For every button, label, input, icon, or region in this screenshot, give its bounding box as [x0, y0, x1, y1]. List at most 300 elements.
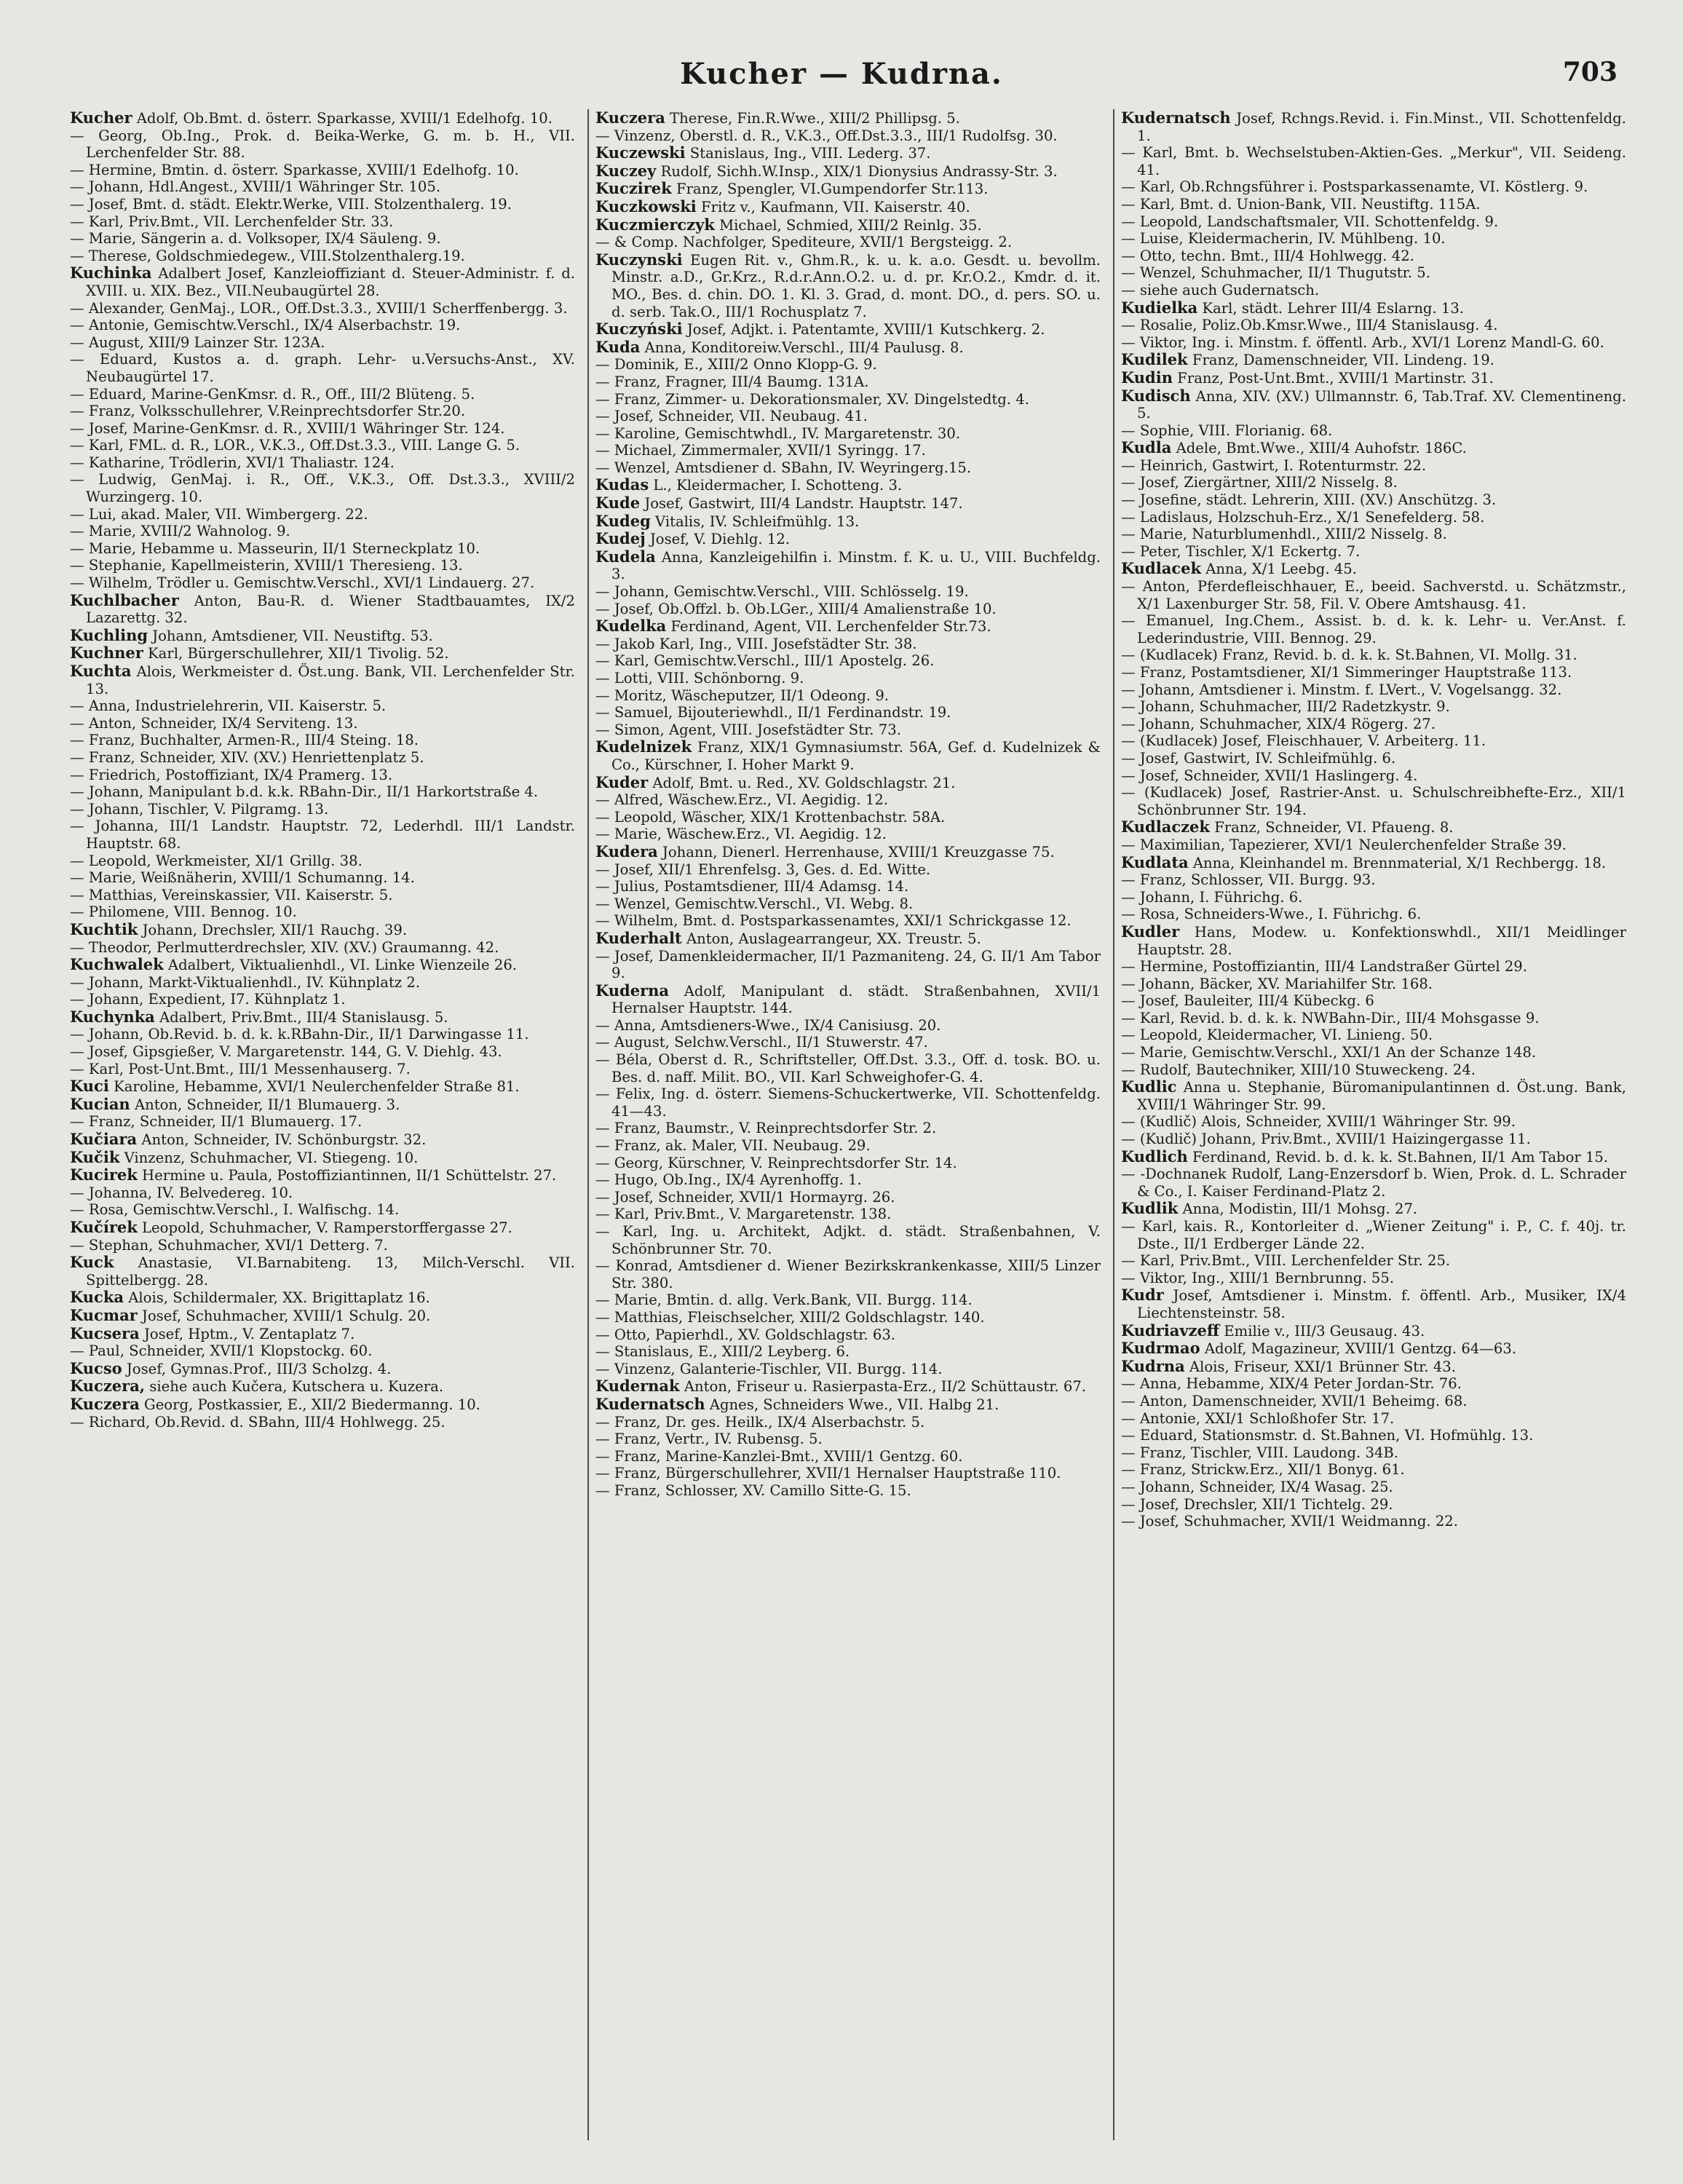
directory-entry	[70, 230, 575, 248]
directory-entry	[595, 1189, 1101, 1206]
entry-details: — Eduard, Marine-GenKmsr. d. R., Off., III/2 Blüteng. 5.	[70, 385, 475, 403]
entry-details: Vinzenz, Schuhmacher, VI. Stiegeng. 10.	[124, 1149, 419, 1166]
entry-details: — Antonie, Gemischtw.Verschl., IX/4 Alserbachstr. 19.	[70, 317, 461, 334]
entry-details: Karl, Bürgerschullehrer, XII/1 Tivolig. 52.	[148, 645, 449, 662]
directory-entry	[1121, 784, 1626, 818]
entry-surname: Kudlaczek	[1121, 818, 1210, 836]
directory-entry	[595, 721, 1101, 739]
column-1	[70, 109, 575, 2148]
entry-details: — Karl, Priv.Bmt., V. Margaretenstr. 138.	[595, 1206, 892, 1223]
entry-details: — Franz, Schlosser, XV. Camillo Sitte-G. 15.	[595, 1481, 911, 1499]
directory-entry	[595, 1155, 1101, 1172]
column-3	[1121, 109, 1626, 2148]
entry-details: — Josef, Schneider, VII. Neubaug. 41.	[595, 408, 868, 425]
entry-surname: Kucirek	[70, 1166, 138, 1184]
entry-surname: Kuderna	[595, 981, 670, 1000]
directory-entry	[70, 903, 575, 921]
entry-details: — Johann, Markt-Viktualienhdl., IV. Kühnplatz 2.	[70, 973, 421, 991]
entry-details: — Matthias, Vereinskassier, VII. Kaiserstr. 5.	[70, 886, 393, 903]
directory-entry	[1121, 439, 1626, 457]
entry-details: Johann, Dienerl. Herrenhause, XVIII/1 Kreuzgasse 75.	[662, 843, 1055, 860]
directory-entry	[70, 196, 575, 213]
directory-entry	[1121, 854, 1626, 872]
entry-surname: Kudielka	[1121, 298, 1198, 317]
entry-details: — Johann, Schneider, IX/4 Wasag. 25.	[1121, 1478, 1393, 1495]
entry-details: Anna u. Stephanie, Büromanipulantinnen d. Öst.ung. Bank, XVIII/1 Währinger Str. 99.	[1137, 1079, 1626, 1113]
directory-entry	[595, 442, 1101, 459]
entry-details: — Johann, Amtsdiener i. Minstm. f. LVert., V. Vogelsangg. 32.	[1121, 681, 1562, 698]
directory-entry	[1121, 1200, 1626, 1218]
directory-entry	[595, 162, 1101, 181]
entry-details: — Maximilian, Tapezierer, XVI/1 Neulerchenfelder Straße 39.	[1121, 836, 1567, 853]
directory-entry	[70, 1377, 575, 1396]
directory-entry	[1121, 299, 1626, 317]
entry-details: — Stephan, Schuhmacher, XVI/1 Detterg. 7.	[70, 1236, 388, 1254]
entry-details: Anna, XIV. (XV.) Ullmannstr. 6, Tab.Traf. XV. Clementineng. 5.	[1137, 387, 1626, 422]
directory-entry	[595, 687, 1101, 705]
entry-details: — Franz, Schneider, II/1 Blumauerg. 17.	[70, 1113, 363, 1131]
page-header	[66, 57, 1617, 100]
entry-details: — & Comp. Nachfolger, Spediteure, XVII/1 Bergsteigg. 2.	[595, 234, 1013, 251]
entry-surname: Kudrna	[1121, 1356, 1185, 1375]
entry-details: — Marie, Naturblumenhdl., XIII/2 Nisselg. 8.	[1121, 526, 1447, 543]
directory-entry	[595, 109, 1101, 127]
directory-entry	[1121, 818, 1626, 836]
entry-details: — Franz, Tischler, VIII. Laudong. 34B.	[1121, 1444, 1399, 1461]
entry-surname: Kuczkowski	[595, 197, 697, 215]
running-head: Kucher — Kudrna.	[680, 57, 1003, 91]
directory-entry	[1121, 491, 1626, 509]
directory-entry	[70, 662, 575, 697]
entry-details: — (Kudlič) Johann, Priv.Bmt., XVIII/1 Haizingergasse 11.	[1121, 1131, 1531, 1148]
entry-details: — Felix, Ing. d. österr. Siemens-Schuckertwerke, VII. Schottenfeldg. 41—43.	[595, 1085, 1101, 1120]
entry-details: Josef, Rchngs.Revid. i. Fin.Minst., VII. Schottenfeldg. 1.	[1137, 110, 1626, 144]
directory-entry	[1121, 369, 1626, 387]
entry-details: — Franz, Fragner, III/4 Baumg. 131A.	[595, 373, 869, 390]
entry-details: — August, XIII/9 Lainzer Str. 123A.	[70, 333, 325, 351]
directory-entry	[595, 320, 1101, 339]
entry-details: — Jakob Karl, Ing., VIII. Josefstädter Str. 38.	[595, 635, 917, 652]
directory-entry	[70, 1254, 575, 1289]
entry-details: Anna, Kleinhandel m. Brennmaterial, X/1 Rechbergg. 18.	[1192, 854, 1607, 871]
directory-entry	[1121, 767, 1626, 785]
directory-entry	[595, 1431, 1101, 1448]
directory-entry	[595, 774, 1101, 792]
entry-details: — Josef, Drechsler, XII/1 Tichtelg. 29.	[1121, 1495, 1393, 1513]
entry-details: — Franz, Baumstr., V. Reinprechtsdorfer Str. 2.	[595, 1120, 937, 1137]
entry-details: — Karl, Post-Unt.Bmt., III/1 Messenhauserg. 7.	[70, 1060, 411, 1077]
directory-entry	[1121, 716, 1626, 733]
directory-entry	[595, 180, 1101, 198]
directory-entry	[1121, 958, 1626, 976]
directory-entry	[70, 317, 575, 334]
directory-entry	[595, 652, 1101, 670]
entry-surname: Kudisch	[1121, 386, 1191, 405]
directory-entry	[595, 1465, 1101, 1482]
entry-details: — (Kudlacek) Josef, Fleischhauer, V. Arbeiterg. 11.	[1121, 732, 1486, 750]
directory-entry	[70, 403, 575, 420]
directory-entry	[1121, 750, 1626, 767]
entry-surname: Kucher	[70, 109, 132, 127]
directory-entry	[595, 791, 1101, 809]
directory-entry	[70, 1096, 575, 1114]
directory-entry	[595, 1309, 1101, 1326]
directory-entry	[70, 592, 575, 627]
directory-entry	[70, 557, 575, 574]
entry-surname: Kudernatsch	[1121, 109, 1231, 127]
entry-details: — Franz, Vertr., IV. Rubensg. 5.	[595, 1431, 823, 1448]
entry-details: — Anna, Amtsdieners-Wwe., IX/4 Canisiusg. 20.	[595, 1016, 941, 1034]
directory-entry	[595, 494, 1101, 513]
entry-details: Franz, Post-Unt.Bmt., XVIII/1 Martinstr. 31.	[1177, 369, 1494, 387]
directory-entry	[1121, 196, 1626, 213]
directory-entry	[1121, 698, 1626, 716]
entry-details: Adele, Bmt.Wwe., XIII/4 Auhofstr. 186C.	[1176, 440, 1467, 457]
directory-entry	[595, 1361, 1101, 1378]
entry-details: Franz, Damenschneider, VII. Lindeng. 19.	[1192, 352, 1494, 369]
directory-entry	[1121, 1393, 1626, 1410]
directory-entry	[1121, 509, 1626, 526]
entry-details: Leopold, Schuhmacher, V. Ramperstorffergasse 27.	[142, 1219, 512, 1236]
directory-entry	[1121, 612, 1626, 646]
directory-entry	[1121, 1044, 1626, 1061]
entry-details: — Ludwig, GenMaj. i. R., Off., V.K.3., Off. Dst.3.3., XVIII/2 Wurzingerg. 10.	[70, 471, 575, 506]
directory-entry	[1121, 144, 1626, 178]
entry-details: — Leopold, Landschaftsmaler, VII. Schottenfeldg. 9.	[1121, 213, 1499, 230]
entry-details: — Josef, XII/1 Ehrenfelsg. 3, Ges. d. Ed. Witte.	[595, 860, 931, 878]
directory-entry	[1121, 543, 1626, 561]
entry-details: — Marie, Bmtin. d. allg. Verk.Bank, VII. Burgg. 114.	[595, 1291, 973, 1309]
entry-details: — Karl, FML. d. R., LOR., V.K.3., Off.Dst.3.3., VIII. Lange G. 5.	[70, 437, 520, 454]
entry-details: — Anna, Industrielehrerin, VII. Kaiserstr. 5.	[70, 697, 387, 715]
directory-entry	[70, 1077, 575, 1096]
entry-details: Michael, Schmied, XIII/2 Reinlg. 35.	[719, 216, 982, 234]
entry-details: Karoline, Hebamme, XVI/1 Neulerchenfelder Straße 81.	[114, 1078, 520, 1096]
entry-surname: Kuchling	[70, 625, 148, 644]
directory-entry	[1121, 1410, 1626, 1428]
entry-details: — Vinzenz, Oberstl. d. R., V.K.3., Off.Dst.3.3., III/1 Rudolfsg. 30.	[595, 127, 1058, 144]
entry-surname: Kucso	[70, 1358, 122, 1377]
directory-entry	[1121, 474, 1626, 491]
directory-entry	[595, 826, 1101, 843]
directory-entry	[70, 1414, 575, 1431]
entry-surname: Kuczera,	[70, 1377, 146, 1396]
entry-surname: Kuchlbacher	[70, 590, 179, 609]
directory-entry	[595, 1051, 1101, 1085]
entry-details: — Johann, Bäcker, XV. Mariahilfer Str. 168.	[1121, 975, 1433, 992]
entry-details: — Therese, Goldschmiedegew., VIII.Stolzenthalerg.19.	[70, 247, 465, 264]
directory-entry	[70, 783, 575, 801]
entry-details: — Marie, Gemischtw.Verschl., XXI/1 An der Schanze 148.	[1121, 1044, 1537, 1061]
entry-surname: Kudernatsch	[595, 1394, 705, 1413]
entry-details: — Josef, Bmt. d. städt. Elektr.Werke, VIII. Stolzenthalerg. 19.	[70, 195, 512, 213]
directory-entry	[1121, 387, 1626, 422]
directory-entry	[70, 127, 575, 162]
entry-details: Ferdinand, Agent, VII. Lerchenfelder Str.73.	[670, 618, 991, 636]
entry-details: — Marie, Sängerin a. d. Volksoper, IX/4 Säuleng. 9.	[70, 230, 441, 248]
directory-entry	[595, 861, 1101, 879]
directory-entry	[1121, 1270, 1626, 1287]
entry-details: — (Kudlacek) Franz, Revid. b. d. k. k. St.Bahnen, VI. Mollg. 31.	[1121, 646, 1577, 664]
directory-entry	[70, 1325, 575, 1343]
directory-entry	[1121, 889, 1626, 906]
entry-details: Anton, Friseur u. Rasierpasta-Erz., II/2 Schüttaustr. 67.	[684, 1378, 1087, 1396]
directory-entry	[595, 1396, 1101, 1414]
entry-details: — Katharine, Trödlerin, XVI/1 Thaliastr. 124.	[70, 454, 395, 471]
entry-details: — Josef, Marine-GenKmsr. d. R., XVIII/1 Währinger Str. 124.	[70, 419, 505, 437]
entry-surname: Kudler	[1121, 922, 1180, 941]
entry-details: Josef, Schuhmacher, XVIII/1 Schulg. 20.	[141, 1307, 431, 1324]
entry-details: Adolf, Ob.Bmt. d. österr. Sparkasse, XVIII/1 Edelhofg. 10.	[136, 110, 553, 127]
entry-details: Adalbert Josef, Kanzleioffiziant d. Steuer-Administr. f. d. XVIII. u. XIX. Bez., VII.Neubaugürtel 28.	[86, 265, 575, 299]
directory-entry	[1121, 560, 1626, 578]
entry-details: siehe auch Kučera, Kutschera u. Kuzera.	[149, 1378, 444, 1396]
entry-details: — Philomene, VIII. Bennog. 10.	[70, 903, 297, 921]
directory-entry	[70, 767, 575, 784]
entry-details: — Johann, Manipulant b.d. k.k. RBahn-Dir., II/1 Harkortstraße 4.	[70, 783, 539, 801]
directory-entry	[70, 248, 575, 265]
directory-entry	[70, 697, 575, 715]
entry-details: Josef, Adjkt. i. Patentamte, XVIII/1 Kutschkerg. 2.	[686, 321, 1045, 339]
directory-entry	[1121, 992, 1626, 1010]
directory-entry	[1121, 664, 1626, 681]
entry-details: Adolf, Magazineur, XVIII/1 Gentzg. 64—63.	[1204, 1340, 1517, 1358]
entry-surname: Kudlich	[1121, 1147, 1188, 1166]
directory-entry	[1121, 1078, 1626, 1113]
directory-entry	[70, 852, 575, 870]
directory-entry	[1121, 526, 1626, 543]
directory-entry	[70, 1061, 575, 1078]
entry-surname: Kuchwalek	[70, 955, 164, 974]
entry-details: Therese, Fin.R.Wwe., XIII/2 Phillipsg. 5.	[670, 110, 960, 127]
directory-entry	[1121, 681, 1626, 699]
entry-details: — Anton, Schneider, IX/4 Serviteng. 13.	[70, 714, 358, 732]
directory-columns	[70, 109, 1628, 2148]
entry-details: — Viktor, Ing., XIII/1 Bernbrunng. 55.	[1121, 1269, 1395, 1286]
entry-details: — Peter, Tischler, X/1 Eckertg. 7.	[1121, 542, 1361, 560]
directory-entry	[70, 574, 575, 592]
directory-entry	[70, 974, 575, 992]
entry-details: — Lotti, VIII. Schönborng. 9.	[595, 670, 804, 687]
entry-surname: Kucsera	[70, 1324, 140, 1342]
entry-details: Franz, Spengler, VI.Gumpendorfer Str.113.	[676, 181, 989, 198]
entry-details: — Georg, Kürschner, V. Reinprechtsdorfer Str. 14.	[595, 1154, 957, 1171]
entry-details: — Franz, Strickw.Erz., XII/1 Bonyg. 61.	[1121, 1461, 1405, 1479]
entry-surname: Kudilek	[1121, 350, 1188, 369]
directory-entry	[595, 1257, 1101, 1291]
entry-surname: Kudriavzeff	[1121, 1321, 1220, 1340]
directory-entry	[70, 351, 575, 385]
entry-details: — Franz, Buchhalter, Armen-R., III/4 Steing. 18.	[70, 732, 419, 749]
entry-details: Hermine u. Paula, Postoffiziantinnen, II/1 Schüttelstr. 27.	[142, 1167, 557, 1184]
directory-entry	[70, 644, 575, 662]
entry-details: — Friedrich, Postoffiziant, IX/4 Pramerg. 13.	[70, 766, 393, 783]
entry-details: — Anna, Hebamme, XIX/4 Peter Jordan-Str. 76.	[1121, 1375, 1462, 1393]
entry-details: — Franz, Schneider, XIV. (XV.) Henriettenplatz 5.	[70, 748, 424, 766]
directory-entry	[595, 127, 1101, 145]
entry-details: Anton, Schneider, II/1 Blumauerg. 3.	[134, 1096, 400, 1113]
entry-details: Anton, Schneider, IV. Schönburgstr. 32.	[141, 1131, 427, 1149]
entry-details: — Simon, Agent, VIII. Josefstädter Str. 73.	[595, 721, 901, 738]
entry-surname: Kuchynka	[70, 1007, 155, 1026]
entry-details: — Otto, Papierhdl., XV. Goldschlagstr. 63.	[595, 1326, 896, 1343]
entry-details: — Franz, Zimmer- u. Dekorationsmaler, XV. Dingelstedtg. 4.	[595, 390, 1029, 408]
directory-entry	[595, 408, 1101, 425]
entry-details: — siehe auch Gudernatsch.	[1121, 281, 1320, 298]
entry-details: — Béla, Oberst d. R., Schriftsteller, Off.Dst. 3.3., Off. d. tosk. BO. u. Bes. d. naff. Milit. BO., VII. Karl Schweighofer-G. 4.	[595, 1051, 1101, 1085]
directory-entry	[595, 1343, 1101, 1361]
entry-surname: Kuczynski	[595, 250, 683, 269]
entry-details: — Johann, Tischler, V. Pilgramg. 13.	[70, 800, 329, 818]
directory-entry	[1121, 1252, 1626, 1270]
directory-entry	[595, 1206, 1101, 1223]
entry-details: — Emanuel, Ing.Chem., Assist. b. d. k. k. Lehr- u. Ver.Anst. f. Lederindustrie, VIII. Bennog. 29.	[1121, 612, 1626, 646]
directory-entry	[595, 1137, 1101, 1155]
directory-entry	[1121, 109, 1626, 144]
directory-entry	[1121, 1322, 1626, 1340]
directory-entry	[70, 887, 575, 904]
entry-surname: Kucmar	[70, 1305, 138, 1324]
entry-details: — Franz, Bürgerschullehrer, XVII/1 Hernalser Hauptstraße 110.	[595, 1465, 1061, 1482]
entry-details: — Johann, Expedient, I7. Kühnplatz 1.	[70, 991, 346, 1008]
entry-details: — Stephanie, Kapellmeisterin, XVIII/1 Theresieng. 13.	[70, 557, 463, 574]
entry-surname: Kuck	[70, 1253, 114, 1272]
directory-entry	[1121, 1496, 1626, 1514]
entry-surname: Kucka	[70, 1288, 124, 1307]
entry-details: — Karl, Ob.Rchngsführer i. Postsparkassenamte, VI. Köstlerg. 9.	[1121, 178, 1588, 196]
entry-details: — Johanna, IV. Belvedereg. 10.	[70, 1184, 293, 1201]
directory-entry	[595, 198, 1101, 216]
entry-details: — Josef, Bauleiter, III/4 Kübeckg. 6	[1121, 992, 1374, 1010]
entry-details: — Karoline, Gemischtwhdl., IV. Margaretenstr. 30.	[595, 424, 961, 442]
entry-details: — Josef, Gastwirt, IV. Schleifmühlg. 6.	[1121, 749, 1396, 767]
entry-details: — Rudolf, Bautechniker, XIII/10 Stuweckeng. 24.	[1121, 1061, 1476, 1078]
entry-details: Agnes, Schneiders Wwe., VII. Halbg 21.	[709, 1396, 999, 1413]
directory-entry	[1121, 578, 1626, 612]
entry-details: — Richard, Ob.Revid. d. SBahn, III/4 Hohlwegg. 25.	[70, 1413, 446, 1431]
entry-details: — Karl, Ing. u. Architekt, Adjkt. d. städt. Straßenbahnen, V. Schönbrunner Str. 70.	[595, 1223, 1101, 1257]
entry-details: Adolf, Manipulant d. städt. Straßenbahnen, XVII/1 Hernalser Hauptstr. 144.	[611, 982, 1101, 1017]
directory-entry	[1121, 1166, 1626, 1200]
directory-entry	[1121, 976, 1626, 993]
entry-surname: Kudlik	[1121, 1199, 1179, 1218]
entry-details: — Johann, Schuhmacher, XIX/4 Rögerg. 27.	[1121, 715, 1436, 732]
directory-entry	[595, 617, 1101, 636]
entry-surname: Kuczmierczyk	[595, 215, 715, 234]
entry-surname: Kučik	[70, 1147, 120, 1166]
directory-entry	[70, 454, 575, 472]
entry-details: — Wenzel, Schuhmacher, II/1 Thugutstr. 5.	[1121, 264, 1431, 282]
directory-entry	[1121, 1026, 1626, 1044]
directory-entry	[1121, 646, 1626, 664]
page-number: 703	[1562, 57, 1617, 87]
entry-details: — Antonie, XXI/1 Schloßhofer Str. 17.	[1121, 1409, 1395, 1427]
entry-details: Anna, Modistin, III/1 Mohsg. 27.	[1182, 1200, 1418, 1218]
directory-entry	[1121, 871, 1626, 889]
entry-details: Anna, Kanzleigehilfin i. Minstm. f. K. u. U., VIII. Buchfeldg. 3.	[611, 548, 1101, 583]
entry-details: — Michael, Zimmermaler, XVII/1 Syringg. 17.	[595, 442, 926, 459]
directory-entry	[595, 391, 1101, 408]
directory-entry	[595, 1291, 1101, 1309]
directory-entry	[1121, 1148, 1626, 1166]
entry-details: — Karl, Priv.Bmt., VII. Lerchenfelder Str. 33.	[70, 213, 394, 230]
directory-entry	[70, 801, 575, 818]
entry-details: — Marie, XVIII/2 Wahnolog. 9.	[70, 523, 290, 540]
directory-entry	[595, 1085, 1101, 1120]
directory-entry	[70, 213, 575, 231]
entry-surname: Kucian	[70, 1094, 130, 1113]
entry-details: — Marie, Wäschew.Erz., VI. Aegidig. 12.	[595, 826, 887, 843]
directory-entry	[70, 1008, 575, 1026]
directory-entry	[1121, 422, 1626, 440]
entry-details: Anton, Auslagearrangeur, XX. Treustr. 5.	[686, 930, 981, 947]
entry-details: Fritz v., Kaufmann, VII. Kaiserstr. 40.	[701, 198, 970, 215]
directory-entry	[1121, 836, 1626, 854]
directory-entry	[70, 1289, 575, 1307]
entry-details: — Josef, Ziergärtner, XIII/2 Nisselg. 8.	[1121, 474, 1398, 491]
entry-details: Anastasie, VI.Barnabiteng. 13, Milch-Verschl. VII. Spittelbergg. 28.	[86, 1254, 575, 1289]
entry-details: — Alexander, GenMaj., LOR., Off.Dst.3.3., XVIII/1 Scherffenbergg. 3.	[70, 299, 568, 317]
entry-details: Franz, Schneider, VI. Pfaueng. 8.	[1214, 819, 1454, 836]
directory-entry	[1121, 1427, 1626, 1444]
entry-details: — Ladislaus, Holzschuh-Erz., X/1 Senefelderg. 58.	[1121, 508, 1485, 526]
entry-details: Anna, X/1 Leebg. 45.	[1205, 561, 1357, 578]
directory-entry	[595, 373, 1101, 391]
entry-details: Josef, V. Diehlg. 12.	[649, 531, 791, 548]
directory-entry	[70, 506, 575, 523]
directory-entry	[595, 670, 1101, 687]
directory-entry	[70, 334, 575, 352]
directory-entry	[70, 1113, 575, 1131]
entry-details: — Johann, Ob.Revid. b. d. k. k.RBahn-Dir., II/1 Darwingasse 11.	[70, 1026, 529, 1043]
entry-details: — Franz, ak. Maler, VII. Neubaug. 29.	[595, 1137, 871, 1155]
entry-details: — Leopold, Werkmeister, XI/1 Grillg. 38.	[70, 852, 363, 869]
directory-entry	[70, 300, 575, 317]
directory-entry	[595, 1120, 1101, 1137]
entry-details: Johann, Amtsdiener, VII. Neustiftg. 53.	[152, 627, 433, 644]
entry-details: — Heinrich, Gastwirt, I. Rotenturmstr. 22.	[1121, 456, 1427, 474]
entry-details: — (Kudlič) Alois, Schneider, XVIII/1 Währinger Str. 99.	[1121, 1113, 1516, 1131]
directory-entry	[1121, 178, 1626, 196]
directory-entry	[595, 548, 1101, 583]
directory-entry	[1121, 732, 1626, 750]
directory-entry	[70, 627, 575, 645]
entry-details: — Marie, Hebamme u. Masseurin, II/1 Sterneckplatz 10.	[70, 539, 480, 557]
entry-surname: Kuczewski	[595, 143, 686, 162]
directory-entry	[70, 921, 575, 939]
entry-details: — Karl, Priv.Bmt., VIII. Lerchenfelder Str. 25.	[1121, 1252, 1451, 1270]
directory-entry	[595, 339, 1101, 357]
directory-entry	[595, 1017, 1101, 1034]
entry-details: — Eduard, Kustos a. d. graph. Lehr- u.Versuchs-Anst., XV. Neubaugürtel 17.	[70, 351, 575, 385]
directory-entry	[1121, 213, 1626, 231]
entry-details: Alois, Werkmeister d. Öst.ung. Bank, VII. Lerchenfelder Str. 13.	[86, 663, 575, 697]
entry-surname: Kudelka	[595, 617, 667, 636]
directory-entry	[1121, 334, 1626, 352]
directory-entry	[1121, 1461, 1626, 1479]
directory-entry	[70, 471, 575, 505]
entry-details: — Josef, Schneider, XVII/1 Haslingerg. 4.	[1121, 767, 1418, 784]
entry-surname: Kudej	[595, 529, 646, 548]
entry-details: Josef, Gymnas.Prof., III/3 Scholzg. 4.	[126, 1360, 392, 1377]
directory-entry	[70, 264, 575, 299]
entry-surname: Kudeg	[595, 511, 651, 530]
entry-surname: Kuderhalt	[595, 928, 682, 947]
directory-entry	[595, 459, 1101, 477]
entry-details: Emilie v., III/3 Geusaug. 43.	[1224, 1322, 1425, 1340]
directory-entry	[1121, 351, 1626, 369]
directory-entry	[595, 234, 1101, 251]
